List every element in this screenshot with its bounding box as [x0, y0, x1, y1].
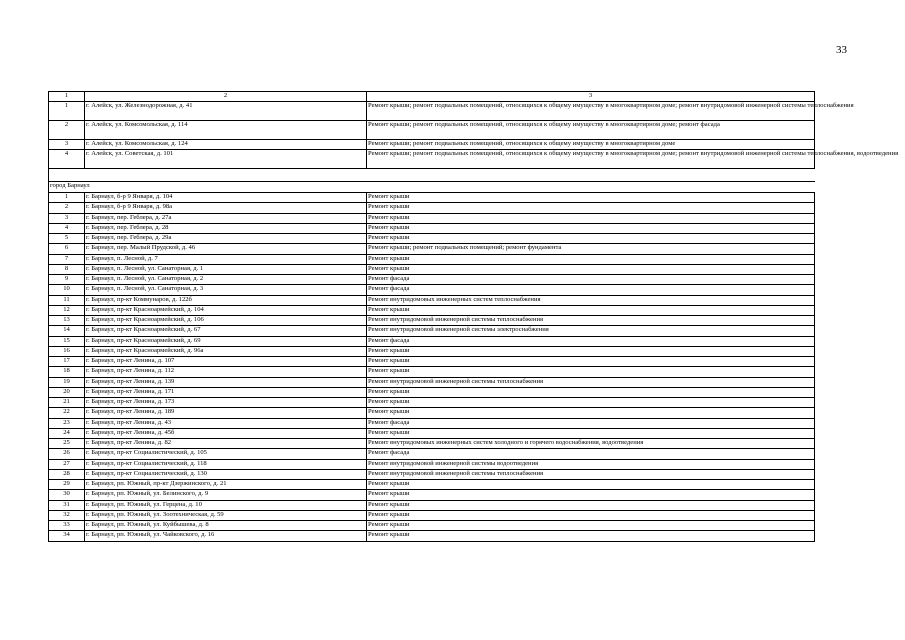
table-row — [49, 449, 815, 459]
row-work: Ремонт фасада — [367, 285, 815, 295]
row-address: г. Барнаул, пер. Геблера, д. 28 — [85, 223, 367, 233]
row-address: г. Барнаул, рп. Южный, ул. Белинского, д. 9 — [85, 490, 367, 500]
row-number: 13 — [49, 316, 85, 326]
row-address: г. Барнаул, пр-кт Ленина, д. 171 — [85, 387, 367, 397]
row-number: 31 — [49, 500, 85, 510]
row-address: г. Барнаул, пр-кт Ленина, д. 82 — [85, 439, 367, 449]
row-address: г. Барнаул, пр-кт Коммунаров, д. 122б — [85, 295, 367, 305]
row-address: г. Барнаул, б-р 9 Января, д. 98а — [85, 203, 367, 213]
table-row — [49, 254, 815, 264]
table-row — [49, 428, 815, 438]
row-work: Ремонт внутридомовой инженерной системы теплоснабжения — [367, 377, 815, 387]
table-row — [49, 193, 815, 203]
row-work: Ремонт крыши — [367, 234, 815, 244]
table-row — [49, 469, 815, 479]
row-number: 29 — [49, 480, 85, 490]
row-address: г. Барнаул, пр-кт Ленина, д. 139 — [85, 377, 367, 387]
table-row — [49, 346, 815, 356]
row-work: Ремонт внутридомовой инженерной системы теплоснабжения — [367, 316, 815, 326]
row-number: 19 — [49, 377, 85, 387]
row-number: 16 — [49, 346, 85, 356]
row-work: Ремонт крыши — [367, 264, 815, 274]
row-work: Ремонт фасада — [367, 336, 815, 346]
row-address: г. Барнаул, п. Лесной, ул. Санаторная, д. 1 — [85, 264, 367, 274]
repair-table — [48, 91, 899, 542]
table-row — [49, 357, 815, 367]
row-work: Ремонт крыши — [367, 490, 815, 500]
row-number: 28 — [49, 469, 85, 479]
table-row — [49, 510, 815, 520]
table-row — [49, 264, 815, 274]
row-address: г. Барнаул, рп. Южный, ул. Герцена, д. 10 — [85, 500, 367, 510]
table-row — [49, 500, 815, 510]
row-work: Ремонт крыши — [367, 428, 815, 438]
row-number: 1 — [49, 102, 85, 121]
row-address: г. Барнаул, п. Лесной, ул. Санаторная, д. 3 — [85, 285, 367, 295]
row-number: 26 — [49, 449, 85, 459]
row-number: 20 — [49, 387, 85, 397]
row-work: Ремонт крыши — [367, 408, 815, 418]
row-work: Ремонт крыши — [367, 346, 815, 356]
table-row — [49, 244, 815, 254]
row-number: 17 — [49, 357, 85, 367]
row-address: г. Барнаул, пр-кт Социалистический, д. 118 — [85, 459, 367, 469]
row-address: г. Барнаул, пр-кт Ленина, д. 43 — [85, 418, 367, 428]
table-row — [49, 102, 815, 121]
table-row — [49, 521, 815, 531]
row-address: г. Барнаул, пр-кт Ленина, д. 45б — [85, 428, 367, 438]
row-work: Ремонт внутридомовых инженерных систем теплоснабжения — [367, 295, 815, 305]
row-number: 7 — [49, 254, 85, 264]
row-address: г. Барнаул, пр-кт Социалистический, д. 130 — [85, 469, 367, 479]
row-number: 27 — [49, 459, 85, 469]
row-number: 9 — [49, 275, 85, 285]
row-work: Ремонт внутридомовых инженерных систем холодного и горячего водоснабжения, водоотведения — [367, 439, 815, 449]
row-work: Ремонт фасада — [367, 449, 815, 459]
row-number: 3 — [49, 140, 85, 150]
row-work: Ремонт крыши — [367, 254, 815, 264]
row-number: 2 — [49, 121, 85, 140]
table-row — [49, 305, 815, 315]
row-number: 14 — [49, 326, 85, 336]
header-cell-1: 1 — [49, 92, 85, 102]
row-address: г. Барнаул, пр-кт Красноармейский, д. 69 — [85, 336, 367, 346]
table-row — [49, 121, 815, 140]
row-work: Ремонт внутридомовой инженерной системы водоотведения — [367, 459, 815, 469]
row-number: 5 — [49, 234, 85, 244]
row-number: 32 — [49, 510, 85, 520]
row-address: г. Барнаул, пр-кт Ленина, д. 112 — [85, 367, 367, 377]
row-address: г. Барнаул, пр-кт Красноармейский, д. 106 — [85, 316, 367, 326]
row-address: г. Барнаул, пр-кт Ленина, д. 173 — [85, 398, 367, 408]
row-work: Ремонт крыши; ремонт подвальных помещений, относящихся к общему имуществу в многоквартирном доме — [367, 140, 815, 150]
table-row — [49, 275, 815, 285]
row-number: 24 — [49, 428, 85, 438]
row-work: Ремонт крыши — [367, 357, 815, 367]
row-number: 3 — [49, 213, 85, 223]
row-work: Ремонт крыши; ремонт подвальных помещений; ремонт фундамента — [367, 244, 815, 254]
row-address: г. Алейск, ул. Железнодорожная, д. 41 — [85, 102, 367, 121]
row-address: г. Барнаул, п. Лесной, д. 7 — [85, 254, 367, 264]
table-row — [49, 223, 815, 233]
row-address: г. Барнаул, рп. Южный, ул. Чайковского, д. 16 — [85, 531, 367, 541]
row-address: г. Алейск, ул. Советская, д. 101 — [85, 150, 367, 169]
row-address: г. Барнаул, пр-кт Красноармейский, д. 104 — [85, 305, 367, 315]
row-work: Ремонт крыши — [367, 305, 815, 315]
row-number: 11 — [49, 295, 85, 305]
table-row — [49, 326, 815, 336]
header-cell-3: 3 — [367, 92, 815, 102]
row-number: 4 — [49, 150, 85, 169]
table-row — [49, 336, 815, 346]
row-work: Ремонт крыши — [367, 521, 815, 531]
table-row — [49, 367, 815, 377]
table-row — [49, 398, 815, 408]
row-work: Ремонт крыши; ремонт подвальных помещений, относящихся к общему имуществу в многоквартирном доме; ремонт внутридомовой инженерной системы теплоснабжения, водоотведения — [367, 150, 815, 169]
row-work: Ремонт крыши — [367, 480, 815, 490]
row-number: 8 — [49, 264, 85, 274]
row-number: 1 — [49, 193, 85, 203]
spacer-row — [49, 169, 815, 182]
row-work: Ремонт крыши — [367, 367, 815, 377]
section-row — [49, 182, 815, 193]
row-work: Ремонт крыши — [367, 531, 815, 541]
row-address: г. Барнаул, п. Лесной, ул. Санаторная, д. 2 — [85, 275, 367, 285]
page-number: 33 — [836, 44, 847, 56]
table-row — [49, 387, 815, 397]
spacer-cell — [49, 169, 815, 182]
row-number: 12 — [49, 305, 85, 315]
table-row — [49, 480, 815, 490]
row-work: Ремонт фасада — [367, 275, 815, 285]
row-number: 10 — [49, 285, 85, 295]
row-work: Ремонт крыши — [367, 203, 815, 213]
row-address: г. Барнаул, пр-кт Красноармейский, д. 96а — [85, 346, 367, 356]
table-row — [49, 459, 815, 469]
row-number: 15 — [49, 336, 85, 346]
table-row — [49, 377, 815, 387]
table-row — [49, 316, 815, 326]
row-address: г. Барнаул, пер. Геблера, д. 29а — [85, 234, 367, 244]
row-work: Ремонт крыши — [367, 500, 815, 510]
row-number: 22 — [49, 408, 85, 418]
row-number: 21 — [49, 398, 85, 408]
table-row — [49, 140, 815, 150]
section-title: город Барнаул — [49, 182, 815, 193]
table-row — [49, 295, 815, 305]
row-number: 33 — [49, 521, 85, 531]
row-address: г. Барнаул, пер. Малый Прудской, д. 46 — [85, 244, 367, 254]
row-address: г. Барнаул, пр-кт Ленина, д. 189 — [85, 408, 367, 418]
row-work: Ремонт крыши — [367, 510, 815, 520]
table-row — [49, 531, 815, 541]
table-body — [49, 92, 899, 542]
row-work: Ремонт крыши; ремонт подвальных помещений, относящихся к общему имуществу в многоквартирном доме; ремонт фасада — [367, 121, 815, 140]
row-address: г. Барнаул, пр-кт Красноармейский, д. 67 — [85, 326, 367, 336]
row-work: Ремонт крыши; ремонт подвальных помещений, относящихся к общему имуществу в многоквартирном доме; ремонт внутридомовой инженерной системы теплоснабжения — [367, 102, 815, 121]
row-work: Ремонт крыши — [367, 193, 815, 203]
table-row — [49, 213, 815, 223]
row-work: Ремонт крыши — [367, 213, 815, 223]
row-number: 23 — [49, 418, 85, 428]
row-address: г. Барнаул, рп. Южный, пр-кт Дзержинского, д. 21 — [85, 480, 367, 490]
row-number: 6 — [49, 244, 85, 254]
row-work: Ремонт внутридомовой инженерной системы электроснабжения — [367, 326, 815, 336]
row-number: 34 — [49, 531, 85, 541]
table-row — [49, 418, 815, 428]
row-address: г. Алейск, ул. Комсомольская, д. 114 — [85, 121, 367, 140]
row-number: 25 — [49, 439, 85, 449]
row-address: г. Алейск, ул. Комсомольская, д. 124 — [85, 140, 367, 150]
row-work: Ремонт фасада — [367, 418, 815, 428]
table-row — [49, 439, 815, 449]
header-cell-2: 2 — [85, 92, 367, 102]
row-number: 2 — [49, 203, 85, 213]
row-work: Ремонт внутридомовой инженерной системы теплоснабжения — [367, 469, 815, 479]
row-work: Ремонт крыши — [367, 387, 815, 397]
row-number: 4 — [49, 223, 85, 233]
table-row — [49, 150, 815, 169]
row-work: Ремонт крыши — [367, 398, 815, 408]
table-row — [49, 234, 815, 244]
row-address: г. Барнаул, б-р 9 Января, д. 104 — [85, 193, 367, 203]
row-number: 30 — [49, 490, 85, 500]
row-address: г. Барнаул, пер. Геблера, д. 27а — [85, 213, 367, 223]
row-address: г. Барнаул, пр-кт Социалистический, д. 105 — [85, 449, 367, 459]
row-address: г. Барнаул, рп. Южный, ул. Зоотехническая, д. 59 — [85, 510, 367, 520]
row-number: 18 — [49, 367, 85, 377]
row-address: г. Барнаул, пр-кт Ленина, д. 107 — [85, 357, 367, 367]
table-row — [49, 490, 815, 500]
table-row — [49, 285, 815, 295]
table-row — [49, 408, 815, 418]
header-row — [49, 92, 815, 102]
table-row — [49, 203, 815, 213]
row-work: Ремонт крыши — [367, 223, 815, 233]
row-address: г. Барнаул, рп. Южный, ул. Куйбышева, д. 8 — [85, 521, 367, 531]
